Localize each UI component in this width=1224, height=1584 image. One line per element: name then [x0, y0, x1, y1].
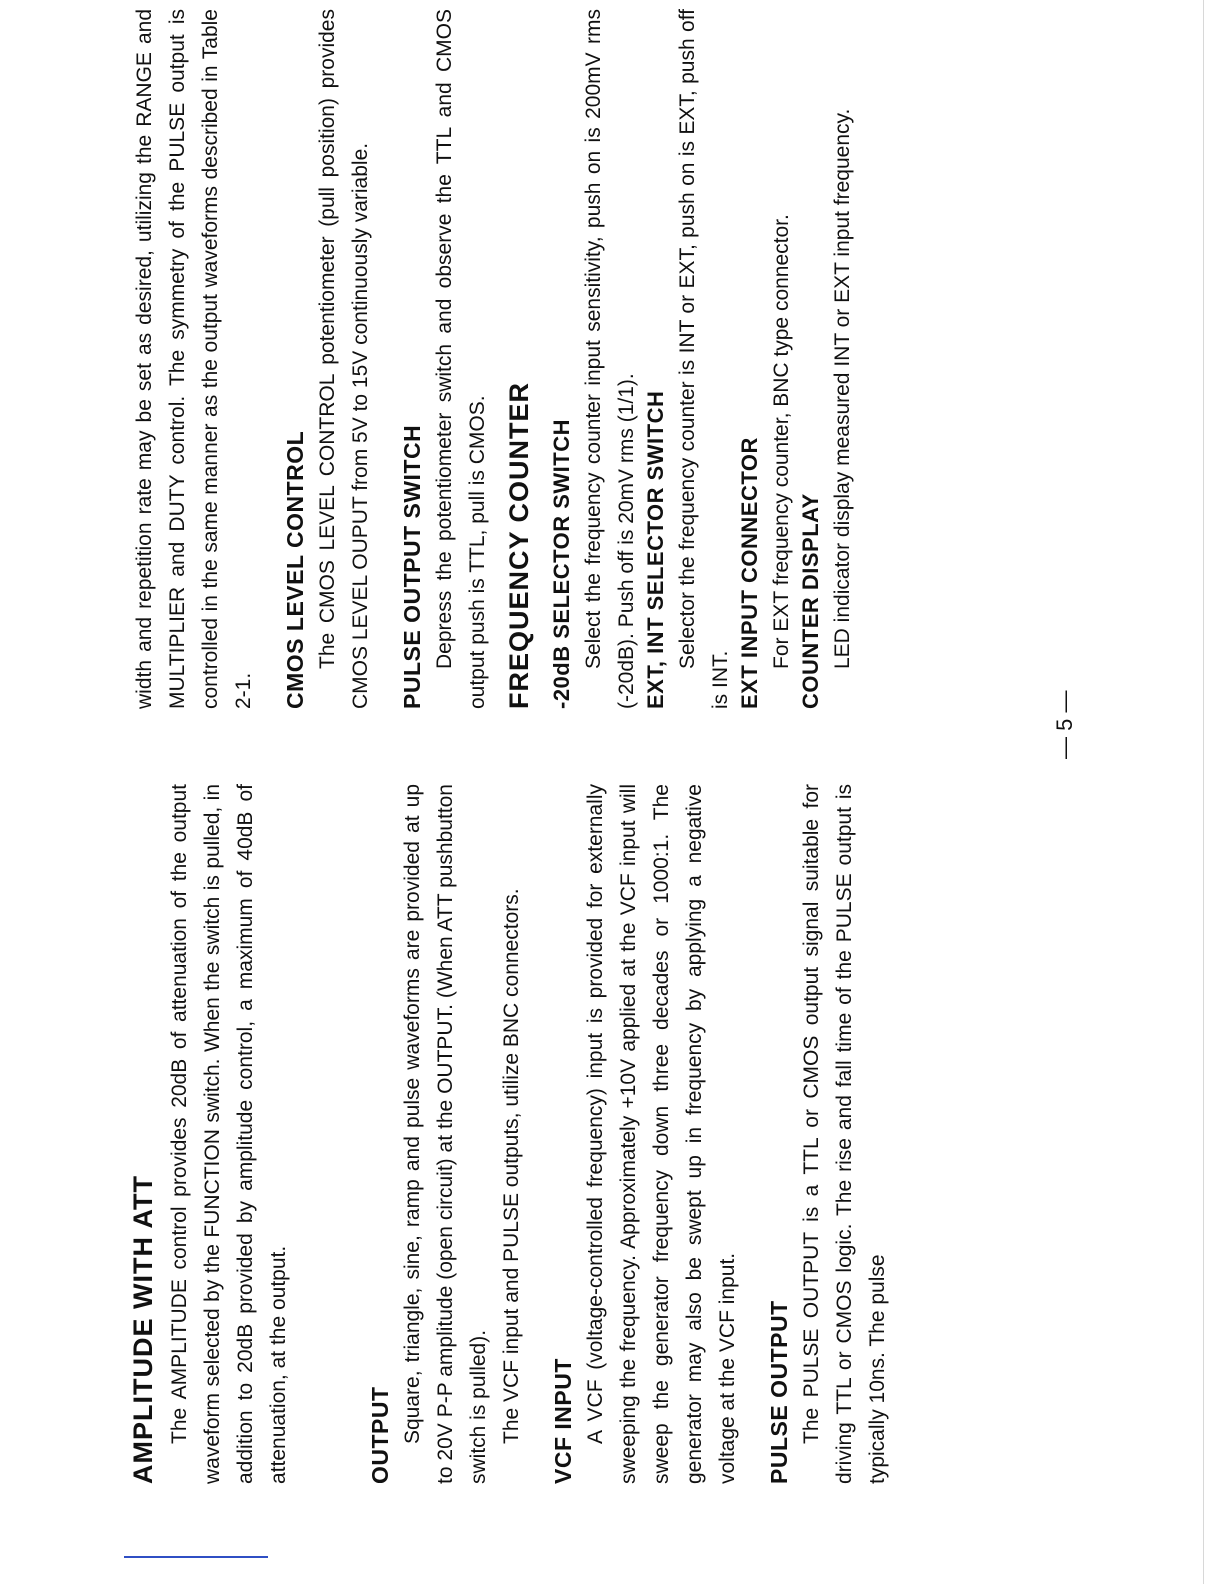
counter-display-paragraph: LED indicator display measured INT or EXT input frequency.: [831, 108, 854, 669]
output-paragraph: Square, triangle, sine, ramp and pulse waveforms are provided at up to 20V P-P amplitude (open circuit) at the OUTPUT. (When ATT pushbutton switch is pulled).: [401, 784, 490, 1484]
ext-input-connector-heading: EXT INPUT CONNECTOR: [737, 437, 762, 709]
cmos-level-heading: CMOS LEVEL CONTROL: [282, 430, 308, 709]
cmos-level-paragraph: The CMOS LEVEL CONTROL potentiometer (pull position) provides CMOS LEVEL OUPUT from 5V to 15V continuously variable.: [316, 9, 372, 709]
pulse-continuation-paragraph: width and repetition rate may be set as desired, utilizing the RANGE and MULTIPLIER and DUTY control. The symmetry of the PULSE output is controlled in the same manner as the output waveforms described in Table 2-1.: [133, 9, 255, 709]
scan-edge-mark: [1203, 0, 1204, 1584]
ext-int-switch-heading: EXT, INT SELECTOR SWITCH: [643, 390, 668, 709]
selector-switch-heading: -20dB SELECTOR SWITCH: [549, 418, 574, 709]
pulse-output-paragraph: The PULSE OUTPUT is a TTL or CMOS output signal suitable for driving TTL or CMOS logic. The rise and fall time of the PULSE output is typically 10ns. The pulse: [800, 784, 889, 1484]
left-column: [128, 784, 894, 1484]
amplitude-heading: AMPLITUDE WITH ATT: [128, 1175, 158, 1484]
right-column: [128, 9, 859, 709]
vcf-input-heading: VCF INPUT: [550, 1358, 576, 1484]
output-connectors-paragraph: The VCF input and PULSE outputs, utilize BNC connectors.: [500, 888, 523, 1444]
output-heading: OUTPUT: [367, 1386, 393, 1484]
frequency-counter-heading: FREQUENCY COUNTER: [504, 381, 534, 709]
ext-int-switch-paragraph: Selector the frequency counter is INT or EXT, push on is EXT, push off is INT.: [676, 9, 732, 709]
selector-switch-paragraph: Select the frequency counter input sensitivity, push on is 200mV rms (-20dB). Push off is 20mV rms (1/1).: [582, 9, 638, 709]
counter-display-heading: COUNTER DISPLAY: [798, 493, 823, 709]
pulse-switch-heading: PULSE OUTPUT SWITCH: [399, 424, 425, 709]
vcf-input-paragraph: A VCF (voltage-controlled frequency) input is provided for externally sweeping the frequency. Approximately +10V applied at the VCF input will sweep the generator frequency down three decades or 1000:1. The generator may also be swept up in frequency by applying a negative voltage at the VCF input.: [584, 784, 739, 1484]
amplitude-paragraph: The AMPLITUDE control provides 20dB of attenuation of the output waveform selected by the FUNCTION switch. When the switch is pulled, in addition to 20dB provided by amplitude control, a maximum of 40dB of attenuation, at the output.: [168, 784, 290, 1484]
ext-input-connector-paragraph: For EXT frequency counter, BNC type connector.: [770, 214, 793, 669]
pulse-output-heading: PULSE OUTPUT: [766, 1300, 792, 1484]
scan-artifact-line: [124, 1556, 268, 1558]
pulse-switch-paragraph: Depress the potentiometer switch and observe the TTL and CMOS output push is TTL, pull is CMOS.: [433, 9, 489, 709]
page-number: — 5 —: [1052, 690, 1077, 759]
